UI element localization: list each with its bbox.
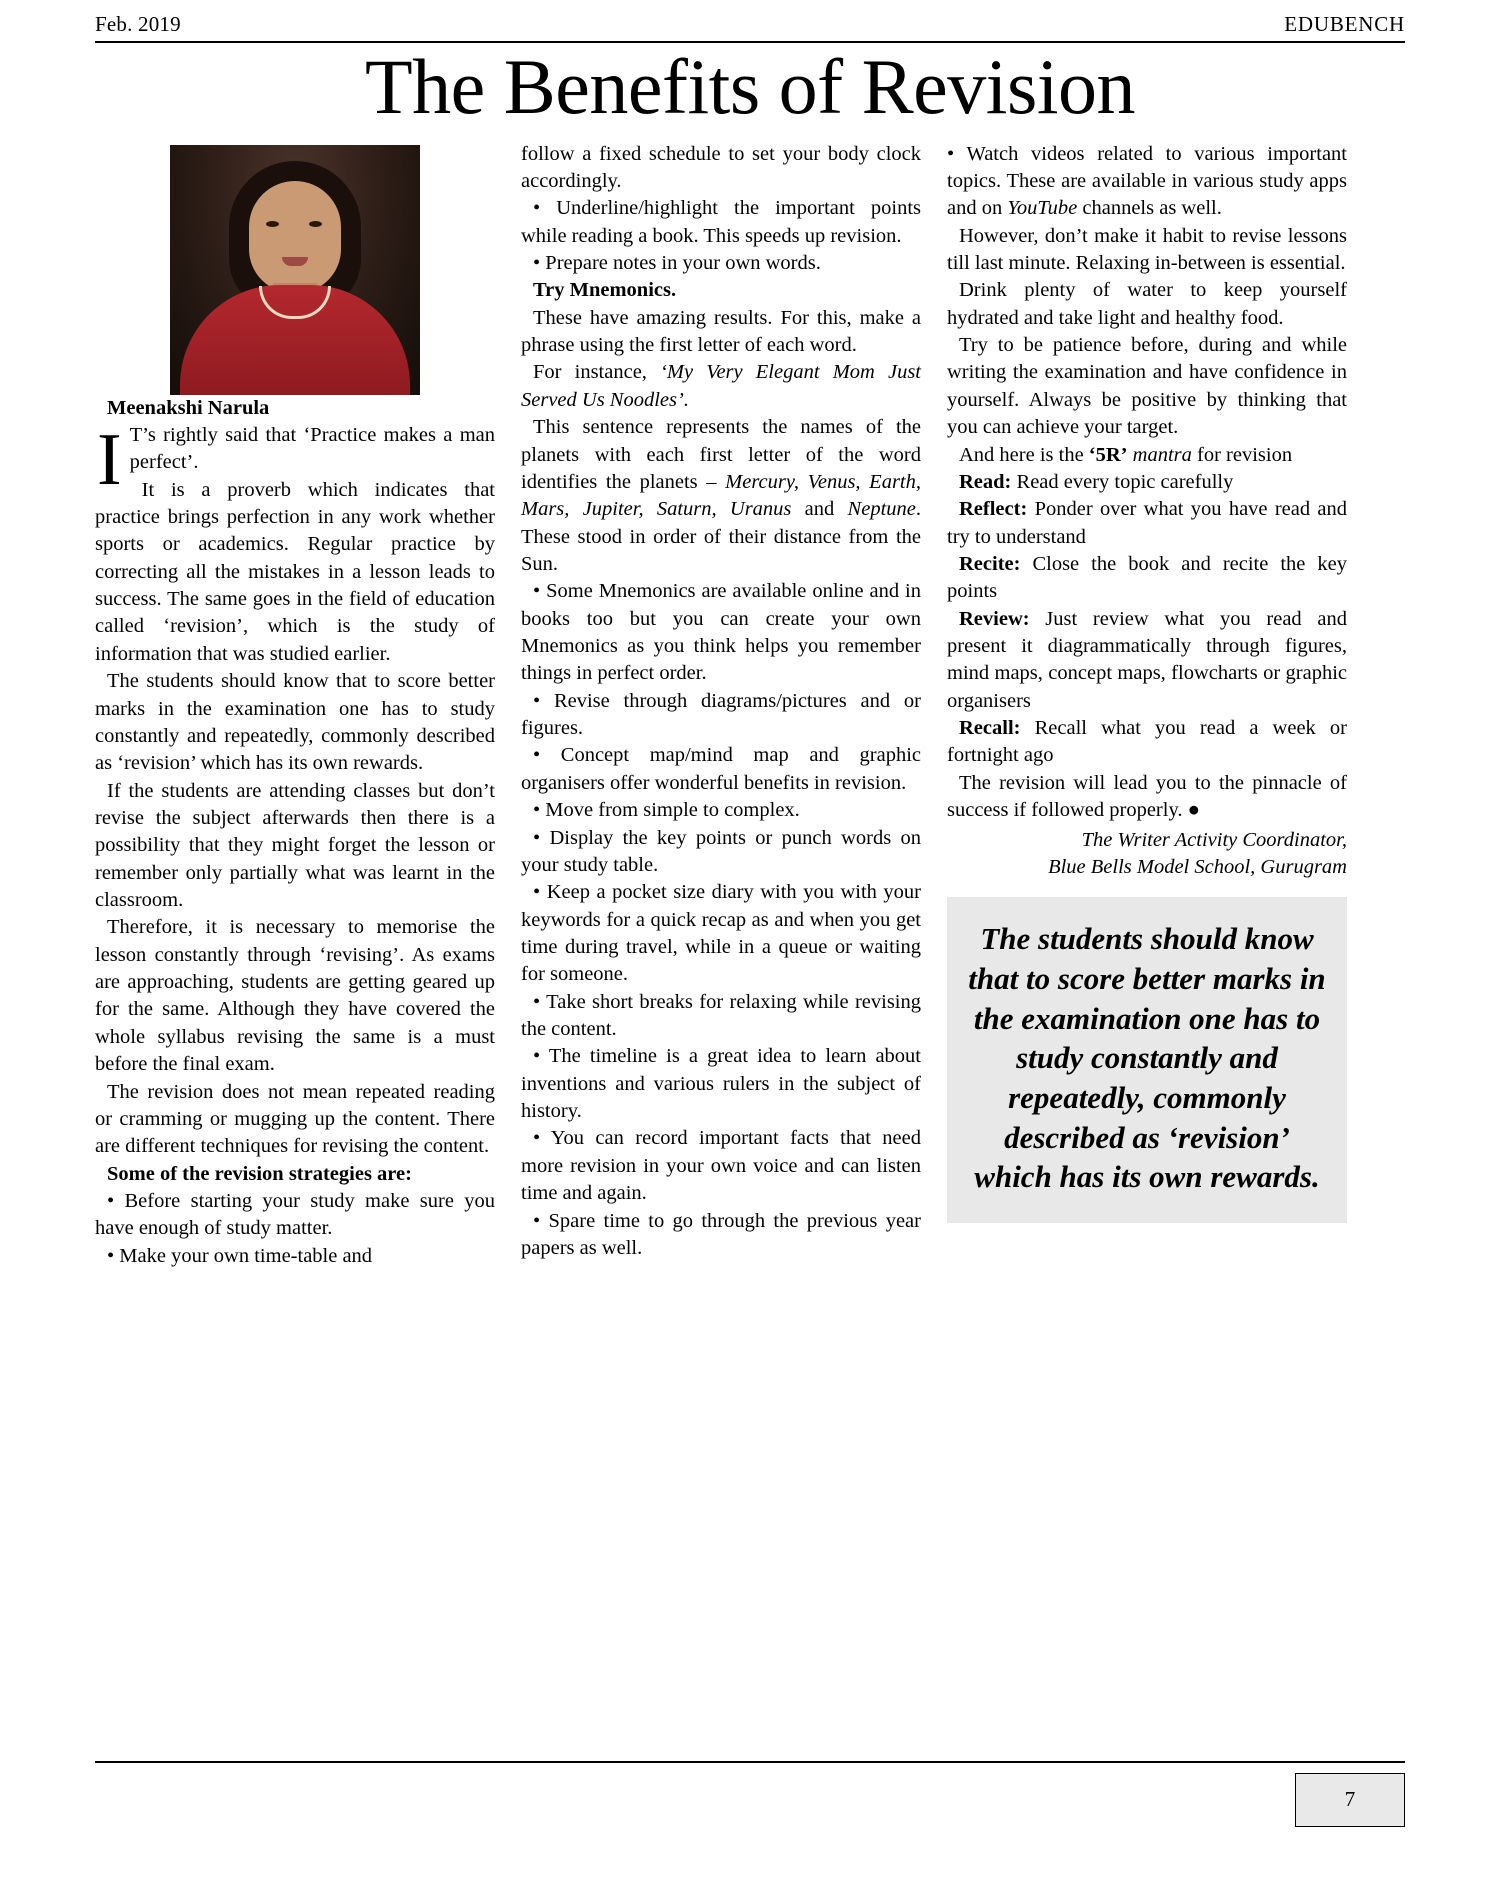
bullet-c2-11: • You can record important facts that need more revision in your own voice and can listen time and again. xyxy=(521,1127,921,1205)
page-number: 7 xyxy=(1295,1773,1405,1827)
recite-label: Recite: xyxy=(959,552,1021,575)
lead-paragraph-text: T’s rightly said that ‘Practice makes a man perfect’. xyxy=(129,423,495,474)
bullet-c2-3: • Some Mnemonics are available online and in books too but you can create your own Mnemonics as you think helps you remember things in perfect order. xyxy=(521,580,921,685)
paragraph-c3-1: However, don’t make it habit to revise lessons till last minute. Relaxing in-between is essential. xyxy=(947,224,1347,274)
paragraph-c3-4-post: for revision xyxy=(1191,443,1293,466)
read-text: Read every topic carefully xyxy=(1011,470,1234,493)
lead-paragraph xyxy=(95,418,495,501)
pull-quote: The students should know that to score better marks in the examination one has to study constantly and repeatedly, commonly described as ‘revision’ which has its own rewards. xyxy=(947,897,1347,1223)
list-item-recite xyxy=(947,551,1347,606)
masthead xyxy=(95,12,1405,41)
bullet-c2-1: • Underline/highlight the important points while reading a book. This speeds up revision. xyxy=(521,197,921,247)
paragraph-c2-4-pre: This sentence represents the names of the planets with each first letter of the word identifies the planets – xyxy=(521,416,921,493)
reflect-label: Reflect: xyxy=(959,498,1028,521)
bullet-c2-10: • The timeline is a great idea to learn about inventions and various rulers in the subject of history. xyxy=(521,1045,921,1123)
bullet-c2-9: • Take short breaks for relaxing while revising the content. xyxy=(521,990,921,1041)
paragraph-c2-3-pre: For instance, xyxy=(533,361,661,384)
planet-list-2: Neptune xyxy=(847,498,916,521)
paragraph-c1-2: It is a proverb which indicates that practice brings perfection in any work whether sports or academics. Regular practice by correcting all the mistakes in a lesson leads to success. The same goes in the field of education called ‘revision’, which is the study of information that was studied earlier. xyxy=(95,478,495,665)
bullet-c1-1: • Before starting your study make sure you have enough of study matter. xyxy=(95,1189,495,1240)
bullet-c2-6: • Move from simple to complex. xyxy=(533,799,800,822)
recite-text: Close the book and recite the key points xyxy=(947,552,1347,603)
bullet-c2-5: • Concept map/mind map and graphic organisers offer wonderful benefits in revision. xyxy=(521,744,921,794)
article-columns xyxy=(95,141,1405,1751)
mnemonic-phrase: ‘My Very Elegant Mom Just Served Us Noodles’. xyxy=(521,361,921,411)
bullet-c3-1-pre: • Watch videos related to various important topics. These are available in various study apps and on xyxy=(947,142,1347,220)
list-item-reflect xyxy=(947,496,1347,551)
author-photo xyxy=(170,145,420,395)
paragraph-c2-1: follow a fixed schedule to set your body clock accordingly. xyxy=(521,142,921,192)
list-item-recall xyxy=(947,715,1347,770)
recall-label: Recall: xyxy=(959,717,1021,740)
author-name: Meenakshi Narula xyxy=(107,396,270,419)
review-text: Just review what you read and present it diagrammatically through figures, mind maps, concept maps, flowcharts or graphic organisers xyxy=(947,607,1347,712)
recall-text: Recall what you read a week or fortnight ago xyxy=(947,717,1347,767)
bullet-c3-1 xyxy=(947,141,1347,223)
column-1 xyxy=(95,141,495,1751)
paragraph-c2-4 xyxy=(521,414,921,578)
paragraph-c2-4-post: . These stood in order of their distance from the Sun. xyxy=(521,498,921,575)
subheading-strategies: Some of the revision strategies are: xyxy=(107,1162,412,1185)
paragraph-c3-3: Try to be patience before, during and while writing the examination and have confidence in yourself. Always be positive by thinking that you can achieve your target. xyxy=(947,334,1347,439)
paragraph-c3-4-pre: And here is the xyxy=(959,443,1089,466)
review-label: Review: xyxy=(959,607,1030,630)
paragraph-c3-2: Drink plenty of water to keep yourself hydrated and take light and healthy food. xyxy=(947,279,1347,329)
publication-name: EDUBENCH xyxy=(1284,12,1405,36)
closing-paragraph: The revision will lead you to the pinnacle of success if followed properly. ● xyxy=(947,771,1347,822)
paragraph-c2-4-mid: and xyxy=(791,498,848,521)
bullet-c2-4: • Revise through diagrams/pictures and or figures. xyxy=(521,689,921,740)
issue-date: Feb. 2019 xyxy=(95,12,181,36)
paragraph-c1-5: Therefore, it is necessary to memorise the lesson constantly through ‘revising’. As exams are approaching, students are getting geared up for the same. Although they have covered the whole syllabus revising the same is a must before the final exam. xyxy=(95,916,495,1076)
paragraph-c1-4: If the students are attending classes but don’t revise the subject afterwards then there is a possibility that they might forget the lesson or remember only partially what was learnt in the classroom. xyxy=(95,779,495,912)
bullet-c1-2: • Make your own time-table and xyxy=(107,1244,373,1267)
youtube-mention: YouTube xyxy=(1007,197,1078,220)
bullet-c3-1-post: channels as well. xyxy=(1077,197,1222,220)
credit-line-1: The Writer Activity Coordinator, xyxy=(1081,828,1347,851)
paragraph-c2-3 xyxy=(521,359,921,414)
subheading-mnemonics: Try Mnemonics. xyxy=(533,279,677,302)
list-item-review xyxy=(947,606,1347,715)
mantra-word: mantra xyxy=(1127,443,1192,466)
column-3 xyxy=(947,141,1347,1751)
article-headline: The Benefits of Revision xyxy=(364,43,1136,130)
paragraph-c2-2: These have amazing results. For this, make a phrase using the first letter of each word. xyxy=(521,306,921,357)
page-footer xyxy=(95,1763,1405,1827)
drop-cap: I xyxy=(97,418,122,501)
bullet-c2-2: • Prepare notes in your own words. xyxy=(533,251,821,274)
paragraph-c1-3: The students should know that to score better marks in the examination one has to study constantly and repeatedly, commonly described as ‘revision’ which has its own rewards. xyxy=(95,670,495,775)
bullet-c2-7: • Display the key points or punch words on your study table. xyxy=(521,826,921,876)
list-item-read xyxy=(947,469,1347,496)
credit-line-2: Blue Bells Model School, Gurugram xyxy=(1048,855,1347,878)
reflect-text: Ponder over what you have read and try to understand xyxy=(947,498,1347,548)
column-2 xyxy=(521,141,921,1751)
paragraph-c3-4 xyxy=(947,442,1347,469)
portrait-image xyxy=(170,145,420,395)
planet-list-1: Mercury, Venus, Earth, Mars, Jupiter, Saturn, Uranus xyxy=(521,470,921,521)
read-label: Read: xyxy=(959,470,1012,493)
bullet-c2-8: • Keep a pocket size diary with you with your keywords for a quick recap as and when you get time during travel, while in a queue or waiting for someone. xyxy=(521,881,921,986)
mantra-label: ‘5R’ xyxy=(1088,443,1128,466)
paragraph-c1-6: The revision does not mean repeated reading or cramming or mugging up the content. There are different techniques for revising the content. xyxy=(95,1080,495,1158)
bullet-c2-12: • Spare time to go through the previous year papers as well. xyxy=(521,1209,921,1259)
